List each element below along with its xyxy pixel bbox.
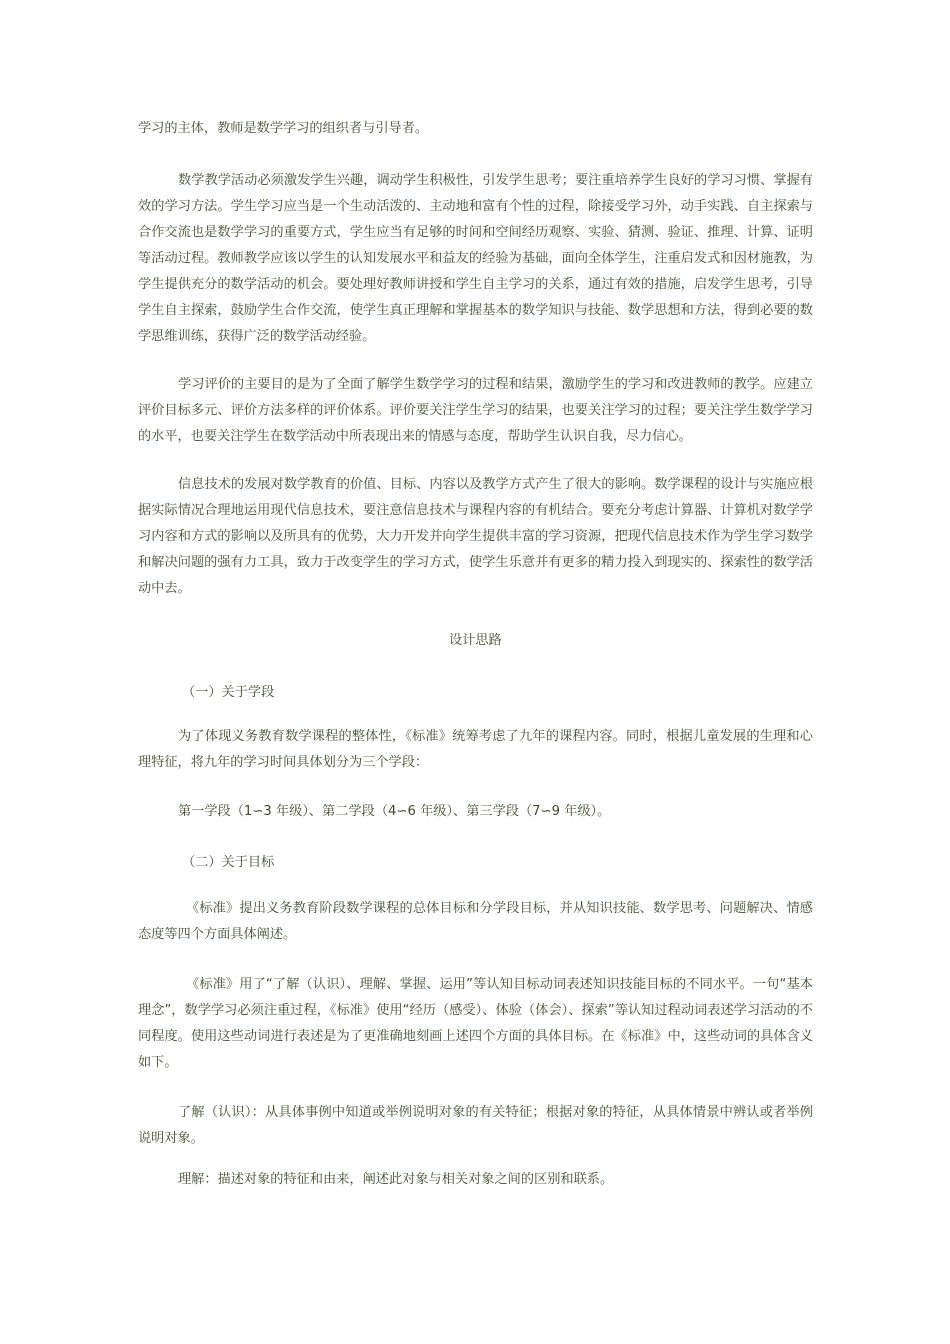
paragraph-stage-list: 第一学段（1∽3 年级）、第二学段（4∽6 年级）、第三学段（7∽9 年级）。 [178, 804, 611, 819]
paragraph-stages-intro: 为了体现义务教育数学课程的整体性，《标准》统筹考虑了九年的课程内容。同时，根据儿童发展的生理和心理特征，将九年的学习时间具体划分为三个学段： [138, 729, 813, 770]
paragraph-learning-evaluation: 学习评价的主要目的是为了全面了解学生数学学习的过程和结果，激励学生的学习和改进教师的教学。应建立评价目标多元、评价方法多样的评价体系。评价要关注学生学习的结果，也要关注学习的过程；要关注学生数学学习的水平，也要关注学生在数学活动中所表现出来的情感与态度，帮助学生认识自我，尽力信心。 [138, 377, 813, 444]
paragraph-definition-understand-know: 了解（认识）：从具体事例中知道或举例说明对象的有关特征；根据对象的特征，从具体情景中辨认或者举例说明对象。 [138, 1105, 813, 1146]
section-title: 设计思路 [449, 633, 502, 648]
paragraph-information-technology: 信息技术的发展对数学教育的价值、目标、内容以及教学方式产生了很大的影响。数学课程的设计与实施应根据实际情况合理地运用现代信息技术，要注意信息技术与课程内容的有机结合。要充分考虑计算器、计算机对数学学习内容和方式的影响以及所具有的优势，大力开发并向学生提供丰富的学习资源，把现代信息技术作为学生学习数学和解决问题的强有力工具，致力于改变学生的学习方式，使学生乐意并有更多的精力投入到现实的、探索性的数学活动中去。 [138, 477, 813, 596]
subsection-heading-stages: （一）关于学段 [182, 685, 275, 700]
paragraph-goal-verbs: 《标准》用了“了解（认识）、理解、掌握、运用”等认知目标动词表述知识技能目标的不同水平。一句“基本理念”，数学学习必须注重过程，《标准》使用“经历（感受）、体验（体会）、探索”等认知过程动词表述学习活动的不同程度。使用这些动词进行表述是为了更准确地刻画上述四个方面的具体目标。在《标准》中，这些动词的具体含义如下。 [138, 977, 813, 1070]
paragraph-definition-comprehend: 理解：描述对象的特征和由来，阐述此对象与相关对象之间的区别和联系。 [178, 1172, 614, 1187]
paragraph-continuation: 学习的主体，教师是数学学习的组织者与引导者。 [138, 121, 429, 136]
subsection-heading-goals: （二）关于目标 [182, 855, 275, 870]
paragraph-goals-overview: 《标准》提出义务教育阶段数学课程的总体目标和分学段目标，并从知识技能、数学思考、问题解决、情感态度等四个方面具体阐述。 [138, 901, 813, 942]
paragraph-teaching-activities: 数学教学活动必须激发学生兴趣，调动学生积极性，引发学生思考；要注重培养学生良好的学习习惯、掌握有效的学习方法。学生学习应当是一个生动活泼的、主动地和富有个性的过程，除接受学习外，动手实践、自主探索与合作交流也是数学学习的重要方式，学生应当有足够的时间和空间经历观察、实验、猜测、验证、推理、计算、证明等活动过程。教师教学应该以学生的认知发展水平和益友的经验为基础，面向全体学生，注重启发式和因材施教，为学生提供充分的数学活动的机会。要处理好教师讲授和学生自主学习的关系，通过有效的措施，启发学生思考，引导学生自主探索，鼓励学生合作交流，使学生真正理解和掌握基本的数学知识与技能、数学思想和方法，得到必要的数学思维训练，获得广泛的数学活动经验。 [138, 173, 813, 344]
